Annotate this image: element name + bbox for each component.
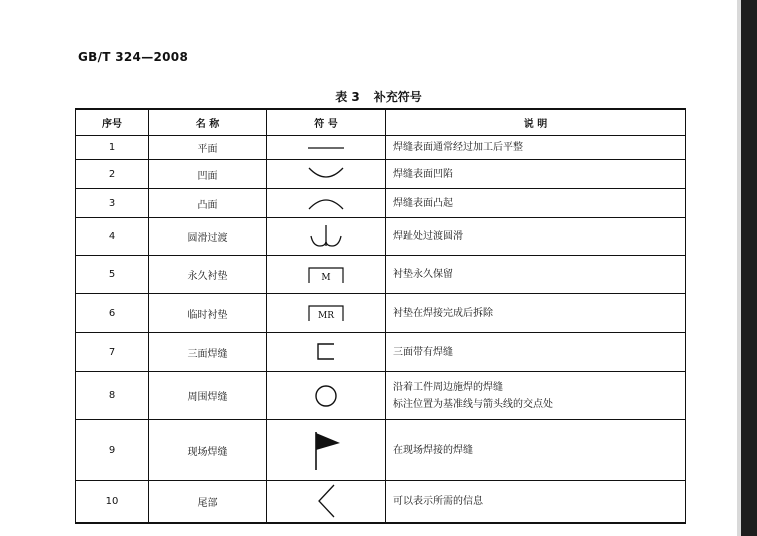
row-description: 焊趾处过渡圆滑: [386, 218, 686, 256]
permanent-backing-icon: [267, 263, 385, 287]
all-around-circle-icon: [267, 382, 385, 410]
table-row: [76, 372, 686, 420]
row-name: 凸面: [149, 189, 267, 218]
smooth-transition-icon: [267, 222, 385, 252]
row-description: [386, 372, 686, 420]
row-name: 周围焊缝: [149, 372, 267, 420]
row-name: 永久衬垫: [149, 256, 267, 294]
row-description: 衬垫永久保留: [386, 256, 686, 294]
table-row: [76, 160, 686, 189]
header-name: 名 称: [149, 109, 267, 136]
row-index: 10: [76, 481, 149, 523]
table-row: [76, 420, 686, 481]
standard-code: GB/T 324—2008: [78, 50, 189, 64]
row-index: 6: [76, 294, 149, 333]
page-edge: [741, 0, 757, 536]
row-symbol: [267, 160, 386, 189]
row-symbol: [267, 256, 386, 294]
row-description: 在现场焊接的焊缝: [386, 420, 686, 481]
row-index: 1: [76, 136, 149, 160]
table-caption: 补充符号: [373, 90, 422, 104]
row-name: 现场焊缝: [149, 420, 267, 481]
row-name: 尾部: [149, 481, 267, 523]
row-index: 5: [76, 256, 149, 294]
row-symbol: [267, 420, 386, 481]
row-description: 焊缝表面凹陷: [386, 160, 686, 189]
backing-label: M: [321, 272, 331, 283]
row-description: 可以表示所需的信息: [386, 481, 686, 523]
row-index: 7: [76, 333, 149, 372]
row-description: 焊缝表面通常经过加工后平整: [386, 136, 686, 160]
row-index: 4: [76, 218, 149, 256]
row-index: 8: [76, 372, 149, 420]
row-description-line2: 标注位置为基准线与箭头线的交点处: [393, 398, 553, 410]
table-row: [76, 218, 686, 256]
row-symbol: [267, 372, 386, 420]
three-sided-weld-icon: [267, 340, 385, 364]
row-index: 3: [76, 189, 149, 218]
row-name: 平面: [149, 136, 267, 160]
table-title: [0, 88, 757, 105]
row-description-line1: 沿着工件周边施焊的焊缝: [393, 381, 503, 393]
table-row: [76, 294, 686, 333]
row-description: 焊缝表面凸起: [386, 189, 686, 218]
row-index: 9: [76, 420, 149, 481]
table-row: [76, 256, 686, 294]
header-description: 说 明: [386, 109, 686, 136]
row-symbol: [267, 481, 386, 523]
supplementary-symbols-table: [75, 108, 686, 524]
row-symbol: [267, 218, 386, 256]
table-label: 表 3: [335, 90, 360, 104]
row-name: 凹面: [149, 160, 267, 189]
table-row: [76, 333, 686, 372]
row-index: 2: [76, 160, 149, 189]
row-symbol: [267, 294, 386, 333]
header-index: 序号: [76, 109, 149, 136]
removable-backing-icon: [267, 301, 385, 325]
row-name: 三面焊缝: [149, 333, 267, 372]
convex-arc-icon: [267, 193, 385, 213]
row-description: 三面带有焊缝: [386, 333, 686, 372]
header-symbol: 符 号: [267, 109, 386, 136]
row-symbol: [267, 189, 386, 218]
row-description: 衬垫在焊接完成后拆除: [386, 294, 686, 333]
table-row: [76, 136, 686, 160]
concave-arc-icon: [267, 164, 385, 184]
backing-label: MR: [318, 311, 334, 321]
row-symbol: [267, 333, 386, 372]
row-name: 圆滑过渡: [149, 218, 267, 256]
table-row: [76, 481, 686, 523]
row-name: 临时衬垫: [149, 294, 267, 333]
table-header-row: [76, 109, 686, 136]
row-symbol: [267, 136, 386, 160]
tail-icon: [267, 483, 385, 519]
field-weld-flag-icon: [267, 428, 385, 472]
table-row: [76, 189, 686, 218]
flat-line-icon: [267, 142, 385, 154]
